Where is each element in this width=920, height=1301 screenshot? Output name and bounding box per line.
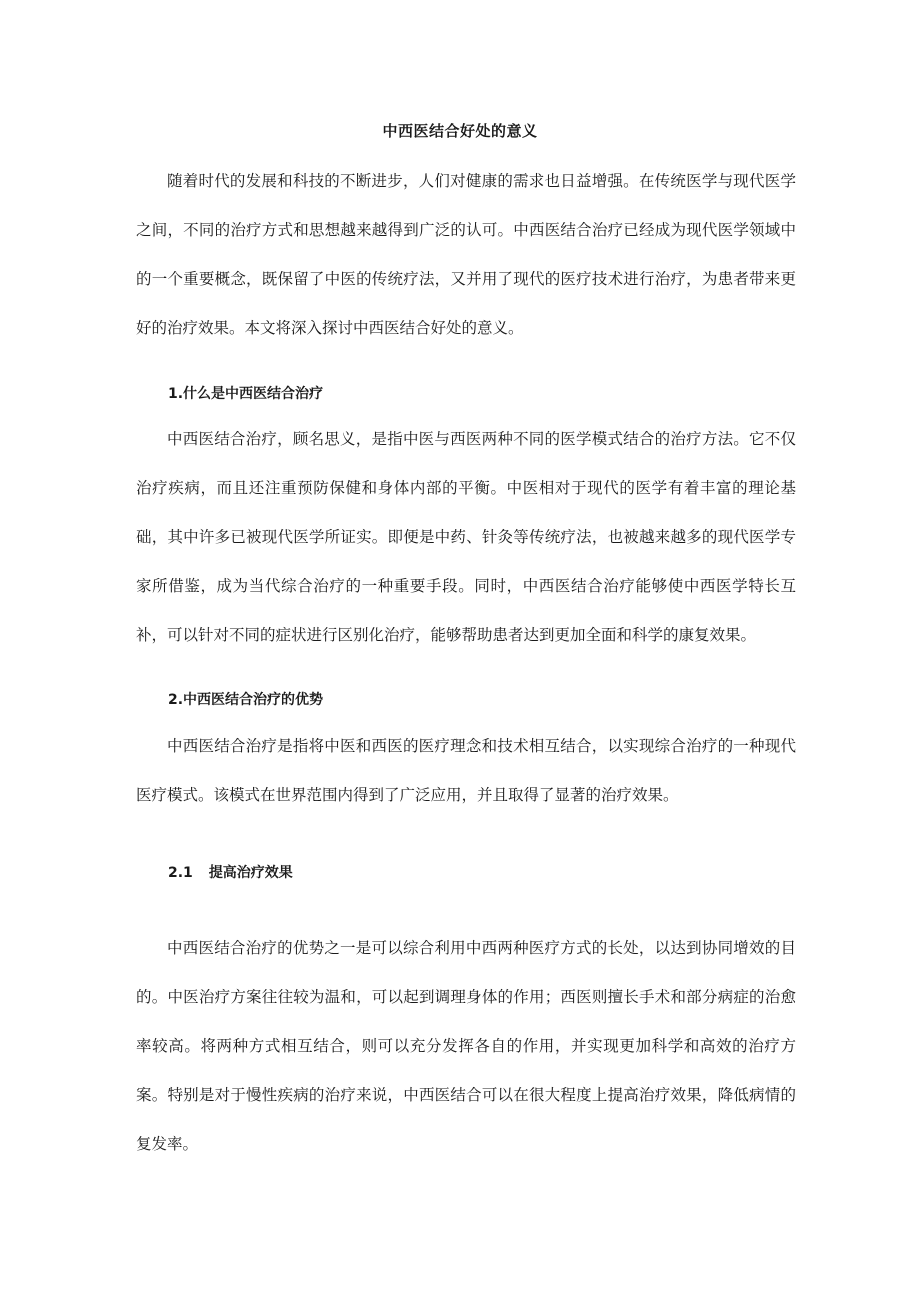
- document-title: 中西医结合好处的意义: [382, 122, 538, 140]
- section-2-1-number: 2.1: [168, 865, 193, 881]
- section-2-1-heading: [168, 862, 293, 882]
- section-2-1-title: 提高治疗效果: [208, 865, 293, 881]
- section-2-paragraph: 中西医结合治疗是指将中医和西医的医疗理念和技术相互结合，以实现综合治疗的一种现代医疗模式。该模式在世界范围内得到了广泛应用，并且取得了显著的治疗效果。: [136, 737, 796, 804]
- section-2-heading: 2.中西医结合治疗的优势: [168, 692, 324, 708]
- intro-paragraph: 随着时代的发展和科技的不断进步，人们对健康的需求也日益增强。在传统医学与现代医学之间，不同的治疗方式和思想越来越得到广泛的认可。中西医结合治疗已经成为现代医学领域中的一个重要概念，既保留了中医的传统疗法，又并用了现代的医疗技术进行治疗，为患者带来更好的治疗效果。本文将深入探讨中西医结合好处的意义。: [136, 172, 796, 337]
- section-1-heading: 1.什么是中西医结合治疗: [168, 386, 324, 402]
- section-1-paragraph: 中西医结合治疗，顾名思义，是指中医与西医两种不同的医学模式结合的治疗方法。它不仅治疗疾病，而且还注重预防保健和身体内部的平衡。中医相对于现代的医学有着丰富的理论基础，其中许多已被现代医学所证实。即便是中药、针灸等传统疗法，也被越来越多的现代医学专家所借鉴，成为当代综合治疗的一种重要手段。同时，中西医结合治疗能够使中西医学特长互补，可以针对不同的症状进行区别化治疗，能够帮助患者达到更加全面和科学的康复效果。: [136, 430, 796, 644]
- section-2-1-paragraph: 中西医结合治疗的优势之一是可以综合利用中西两种医疗方式的长处，以达到协同增效的目的。中医治疗方案往往较为温和，可以起到调理身体的作用；西医则擅长手术和部分病症的治愈率较高。将两种方式相互结合，则可以充分发挥各自的作用，并实现更加科学和高效的治疗方案。特别是对于慢性疾病的治疗来说，中西医结合可以在很大程度上提高治疗效果，降低病情的复发率。: [136, 939, 796, 1153]
